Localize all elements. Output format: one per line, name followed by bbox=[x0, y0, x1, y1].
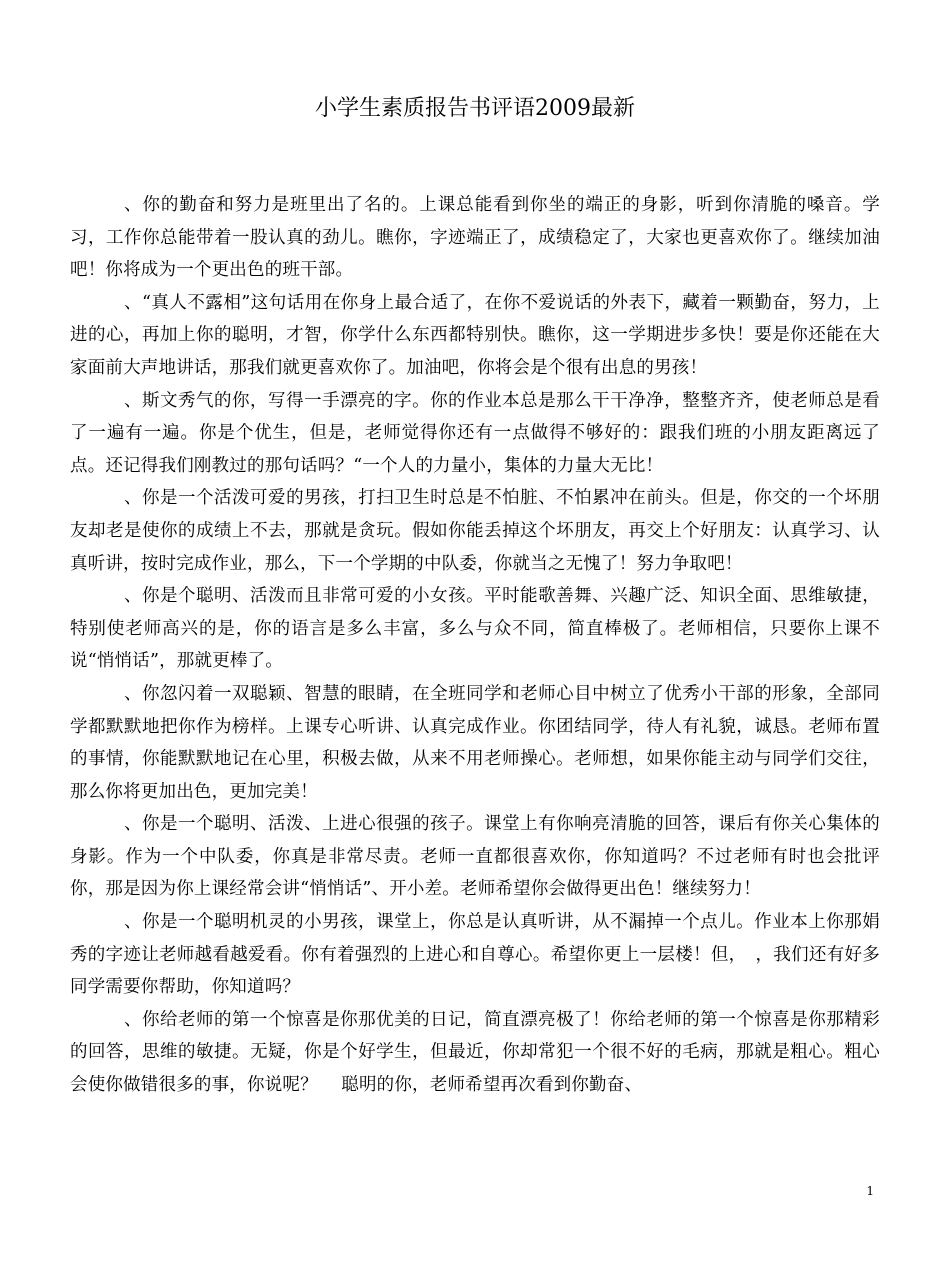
page-number: 1 bbox=[866, 1184, 874, 1198]
comment-paragraph-1: 、你的勤奋和努力是班里出了名的。上课总能看到你坐的端正的身影，听到你清脆的嗓音。学习，工作你总能带着一股认真的劲儿。瞧你，字迹端正了，成绩稳定了，大家也更喜欢你了。继续加油吧！你将成为一个更出色的班干部。 bbox=[70, 195, 880, 281]
comment-paragraph-3: 、斯文秀气的你，写得一手漂亮的字。你的作业本总是那么干干净净，整整齐齐，使老师总是看了一遍有一遍。你是个优生，但是，老师觉得你还有一点做得不够好的：跟我们班的小朋友距离远了点。还记得我们刚教过的那句话吗？“一个人的力量小，集体的力量大无比！ bbox=[70, 390, 880, 476]
comment-paragraph-7: 、你是一个聪明、活泼、上进心很强的孩子。课堂上有你响亮清脆的回答，课后有你关心集体的身影。作为一个中队委，你真是非常尽责。老师一直都很喜欢你，你知道吗？不过老师有时也会批评你，那是因为你上课经常会讲“悄悄话”、开小差。老师希望你会做得更出色！继续努力！ bbox=[70, 814, 880, 900]
comment-paragraph-8: 、你是一个聪明机灵的小男孩，课堂上，你总是认真听讲，从不漏掉一个点儿。作业本上你那娟秀的字迹让老师越看越爱看。你有着强烈的上进心和自尊心。希望你更上一层楼！但， ，我们还有好多同学需要你帮助，你知道吗？ bbox=[70, 912, 880, 998]
comment-paragraph-4: 、你是一个活泼可爱的男孩，打扫卫生时总是不怕脏、不怕累冲在前头。但是，你交的一个坏朋友却老是使你的成绩上不去，那就是贪玩。假如你能丢掉这个坏朋友，再交上个好朋友：认真学习、认真听讲，按时完成作业，那么，下一个学期的中队委，你就当之无愧了！努力争取吧！ bbox=[70, 488, 880, 574]
comment-paragraph-6: 、你忽闪着一双聪颖、智慧的眼睛，在全班同学和老师心目中树立了优秀小干部的形象，全部同学都默默地把你作为榜样。上课专心听讲、认真完成作业。你团结同学，待人有礼貌，诚恳。老师布置的事情，你能默默地记在心里，积极去做，从来不用老师操心。老师想，如果你能主动与同学们交往，那么你将更加出色，更加完美！ bbox=[70, 683, 880, 802]
document-body bbox=[70, 189, 880, 1102]
comment-paragraph-9: 、你给老师的第一个惊喜是你那优美的日记，简直漂亮极了！你给老师的第一个惊喜是你那精彩的回答，思维的敏捷。无疑，你是个好学生，但最近，你却常犯一个很不好的毛病，那就是粗心。粗心会使你做错很多的事，你说呢？ 聪明的你，老师希望再次看到你勤奋、 bbox=[70, 1009, 880, 1096]
comment-paragraph-5: 、你是个聪明、活泼而且非常可爱的小女孩。平时能歌善舞、兴趣广泛、知识全面、思维敏捷，特别使老师高兴的是，你的语言是多么丰富，多么与众不同，简直棒极了。老师相信，只要你上课不说“悄悄话”，那就更棒了。 bbox=[70, 586, 880, 672]
document-title: 小学生素质报告书评语2009最新 bbox=[315, 96, 635, 121]
comment-paragraph-2: 、“真人不露相”这句话用在你身上最合适了，在你不爱说话的外表下，藏着一颗勤奋，努力，上进的心，再加上你的聪明，才智，你学什么东西都特别快。瞧你，这一学期进步多快！要是你还能在大家面前大声地讲话，那我们就更喜欢你了。加油吧，你将会是个很有出息的男孩！ bbox=[70, 292, 880, 378]
